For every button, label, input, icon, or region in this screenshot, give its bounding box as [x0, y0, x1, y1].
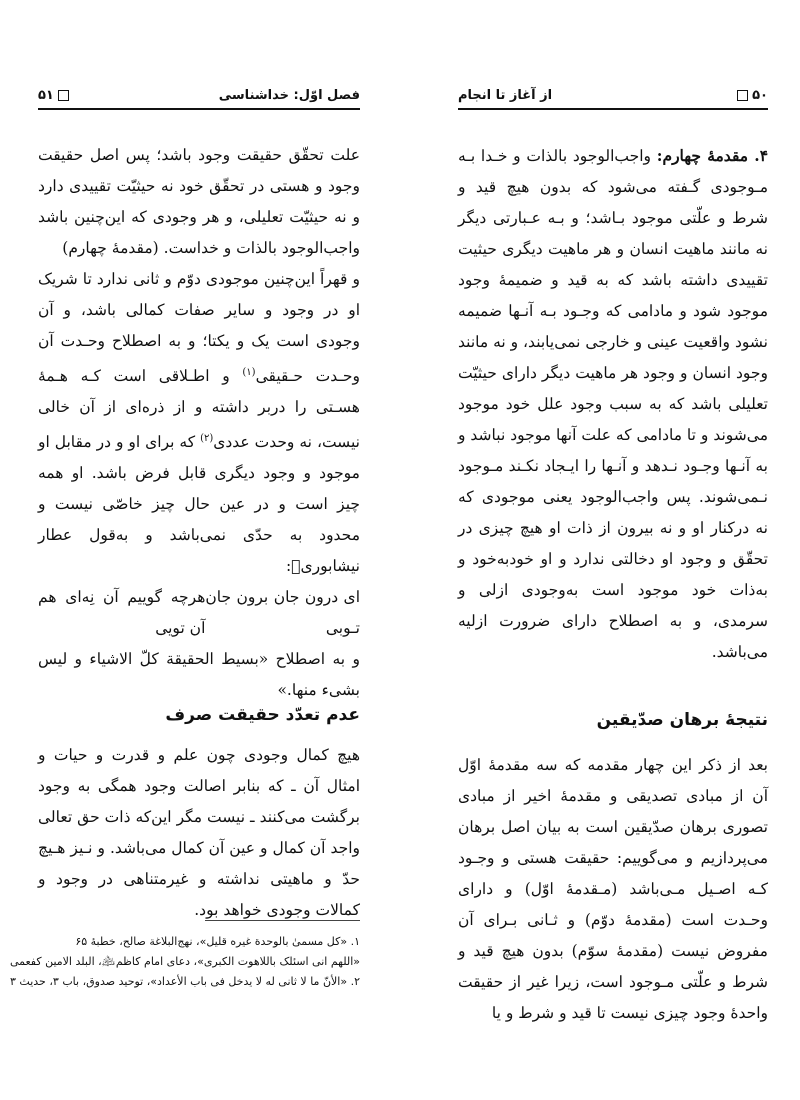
footnote-1-cont: «اللهم انی اسئلک باللاهوت الکبری»، دعای امام کاظم﵇، البلد الامین کفعمی — [9, 955, 360, 968]
right-body-top — [458, 140, 768, 668]
left-body-bottom — [38, 740, 360, 926]
left-section-paragraph: هیچ کمال وجودی چون علم و قدرت و حیات و امثال آن ـ که بنابر اصالت وجود همگی به وجود برگشت می‌کنند ـ نیست مگر این‌که ذات حق تعالی واجد آن کمال و عین آن کمال می‌باشد. و نـیز هـیچ حدّ و ماهیتی نداشته و غیرمتناهی در وجود و کمالات وجودی خواهد بود. — [38, 746, 360, 919]
poem-hemistich-1: ای درون جان برون جان تـوبی — [205, 588, 360, 638]
footnote-2: ۲. «الأنّ ما لا ثانی له لا یدخل فی باب الأعداد»، توحید صدوق، باب ۳، حدیث ۳ — [10, 975, 360, 988]
footnotes — [9, 932, 360, 992]
footnote-rule — [205, 920, 360, 921]
left-paragraph-2-start: و قهراً این‌چنین موجودی دوّم و ثانی ندارد تا شریک او در وجود و سایر صفات کمالی باشد، و آن وجودی است یک و یکتا؛ و به اصطلاح وحـدت آن وحـدت حـقیقی — [38, 270, 360, 386]
left-page-header — [38, 84, 360, 106]
right-body-bottom — [458, 750, 768, 1029]
left-header-title: فصل اوّل: خداشناسی — [218, 87, 360, 103]
right-header-title: از آغاز تا انجام — [458, 87, 553, 103]
left-header-rule — [38, 108, 360, 110]
left-section-heading: عدم تعدّد حقیقت صرف — [165, 705, 360, 725]
left-paragraph-2-end: که برای او و در مقابل او موجود و وجود دیگری قابل فرض باشد. او همه چیز است و در عین حال چیز خاصّی نیست و محدود به حدّی نمی‌باشد و به‌قول عطار نیشابوری﷫: — [38, 433, 360, 576]
footnote-marker-2: (۲) — [200, 433, 214, 445]
right-page-number-text: ۵۰ — [752, 87, 768, 103]
poem-line-2: و به اصطلاح «بسیط الحقیقة کلّ الاشیاء و لیس بشیء منها.» — [38, 650, 360, 700]
right-header-rule — [458, 108, 768, 110]
right-paragraph-1 — [458, 140, 768, 668]
left-page-number-text: ۵۱ — [38, 87, 54, 103]
page-box-icon — [737, 90, 748, 101]
right-page — [400, 0, 800, 1100]
right-section-paragraph: بعد از ذکر این چهار مقدمه که سه مقدمهٔ اوّل آن از مبادی تصدیقی و مقدمهٔ اخیر از مبادی تصوری برهان صدّیقین است به بیان اصل برهان می‌پردازیم و می‌گوییم: حقیقت هستی و وجـود کـه اصـیل مـی‌باشد (مـقدمهٔ اوّل) و دارای وحـدت است (مقدمهٔ دوّم) و ثـانی بـرای آن مفروض نیست (مقدمهٔ سوّم) بدون هیچ قید و شرط و علّتی مـوجود است، زیرا غیر از حقیقت واحدهٔ وجود چیزی نیست تا قید و شرط و یا — [458, 756, 768, 1022]
left-paragraph-1: علت تحقّق حقیقت وجود باشد؛ پس اصل حقیقت وجود و هستی در تحقّق خود نه حیثیّت تقییدی دارد و نه حیثیّت تعلیلی، و هر وجودی که این‌چنین باشد واجب‌الوجود بالذات و خداست. (مقدمهٔ چهارم) — [38, 146, 360, 257]
right-paragraph-1-text: واجب‌الوجود بالذات و خـدا بـه مـوجودی گـفته می‌شود که بدون هیچ قید و شرط و علّتی موجود بـاشد؛ و بـه عـبارتی دیگر نه مانند ماهیت انسان و هر ماهیت دیگری حیثیت تقییدی داشته باشد که به قید و ضمیمهٔ وجود موجود شود و مادامی که وجـود بـه آنـها ضمیمه نشود واقعیت عینی و خارجی نمی‌یابند، و نه مانند وجود انسان و وجود هر ماهیت دیگر دارای حیثیّت تعلیلی باشد که به سبب وجود علل خود موجود می‌شوند و تا مادامی که علت آنها موجود نباشد و به آنـها وجـود نـدهد و آنـها را ایـجاد نکـند مـوجود نـمی‌شوند. پس واجب‌الوجود یعنی موجودی که نه درکنار او و نه بیرون از ذات او هیچ چیزی در تحقّق و وجود او دخالتی ندارد و او خودبه‌خود و به‌ذات خود موجود است به‌وجودی ازلی و سرمدی، و به اصطلاح دارای ضرورت ازلیه می‌باشد. — [458, 147, 768, 661]
right-page-header — [458, 84, 768, 106]
left-paragraph-2 — [38, 264, 360, 582]
poem-hemistich-2: هرچه گوییم آن نِه‌ای هم آن تویی — [38, 588, 206, 638]
poem-line-1 — [38, 582, 360, 644]
footnote-marker-1: (۱) — [242, 367, 256, 378]
right-page-number — [737, 88, 768, 103]
right-section-heading: نتیجهٔ برهان صدّیقین — [596, 710, 768, 730]
para-label: ۴. مقدمهٔ چهارم: — [656, 146, 769, 165]
left-body-top — [38, 140, 360, 706]
left-paragraph-2-mid: و اطـلاقی است کـه هـمهٔ هسـتی را دربر داشته و از ذره‌ای از آن خالی نیست، نه وحدت عددی — [38, 367, 360, 452]
page-box-icon — [58, 90, 69, 101]
footnote-1: ۱. «کل مسمیٰ بالوحدة غیره قلیل»، نهج‌البلاغة صالح، خطبهٔ ۶۵ — [75, 935, 360, 948]
left-page-number — [38, 88, 69, 103]
